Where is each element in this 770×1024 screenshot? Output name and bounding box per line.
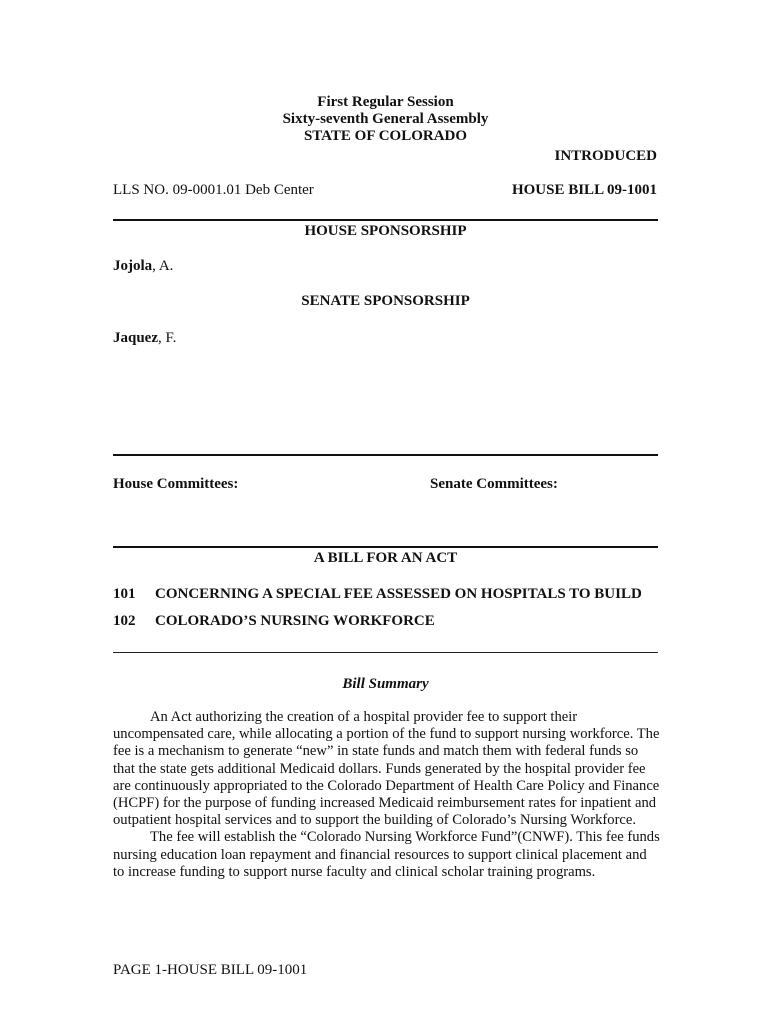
senate-sponsor [113, 330, 176, 347]
summary-body [113, 709, 661, 881]
divider-summary [113, 652, 658, 653]
state-title: STATE OF COLORADO [303, 128, 468, 144]
divider-committees-top [113, 454, 658, 456]
status-introduced: INTRODUCED [554, 148, 657, 164]
senate-sponsorship-heading: SENATE SPONSORSHIP [301, 293, 470, 309]
bill-heading: A BILL FOR AN ACT [313, 550, 458, 566]
divider-committees-bottom [113, 546, 658, 548]
senate-committees-label: Senate Committees: [430, 476, 558, 492]
bill-title-line-2 [113, 613, 435, 630]
summary-heading: Bill Summary [342, 676, 429, 692]
lls-number: LLS NO. 09-0001.01 Deb Center [113, 182, 314, 198]
line-number: 102 [113, 613, 136, 629]
house-sponsor [113, 258, 173, 275]
summary-paragraph: An Act authorizing the creation of a hospital provider fee to support their uncompensated care, while allocating a portion of the fund to support nursing workforce. The fee is a mechanism to generate “new” in state funds and match them with federal funds so that the state gets additional Medicaid dollars. Funds generated by the hospital provider fee are continuously appropriated to the Colorado Department of Health Care Policy and Finance (HCPF) for the purpose of funding increased Medicaid reimbursement rates for inpatient and outpatient hospital services and to support the building of Colorado’s Nursing Workforce. [113, 709, 660, 829]
session-title: First Regular Session [317, 94, 454, 110]
summary-paragraph: The fee will establish the “Colorado Nursing Workforce Fund”(CNWF). This fee funds nursing education loan repayment and financial resources to support clinical placement and to increase funding to support nurse faculty and clinical scholar training programs. [113, 829, 660, 880]
senate-sponsor-name: Jaquez [113, 330, 158, 346]
senate-sponsor-initial: , F. [158, 330, 177, 346]
house-sponsor-name: Jojola [113, 258, 153, 274]
house-sponsorship-heading: HOUSE SPONSORSHIP [304, 223, 467, 239]
divider-top [113, 219, 658, 221]
bill-number: HOUSE BILL 09-1001 [511, 182, 657, 198]
line-number: 101 [113, 586, 136, 602]
bill-title-text: COLORADO’S NURSING WORKFORCE [155, 613, 435, 629]
bill-title-line-1 [113, 586, 642, 603]
house-committees-label: House Committees: [113, 476, 239, 492]
bill-title-text: CONCERNING A SPECIAL FEE ASSESSED ON HOSPITALS TO BUILD [155, 586, 642, 602]
assembly-title: Sixty-seventh General Assembly [282, 111, 489, 127]
house-sponsor-initial: , A. [152, 258, 174, 274]
session-header [113, 94, 658, 145]
page-footer: PAGE 1-HOUSE BILL 09-1001 [113, 962, 308, 978]
